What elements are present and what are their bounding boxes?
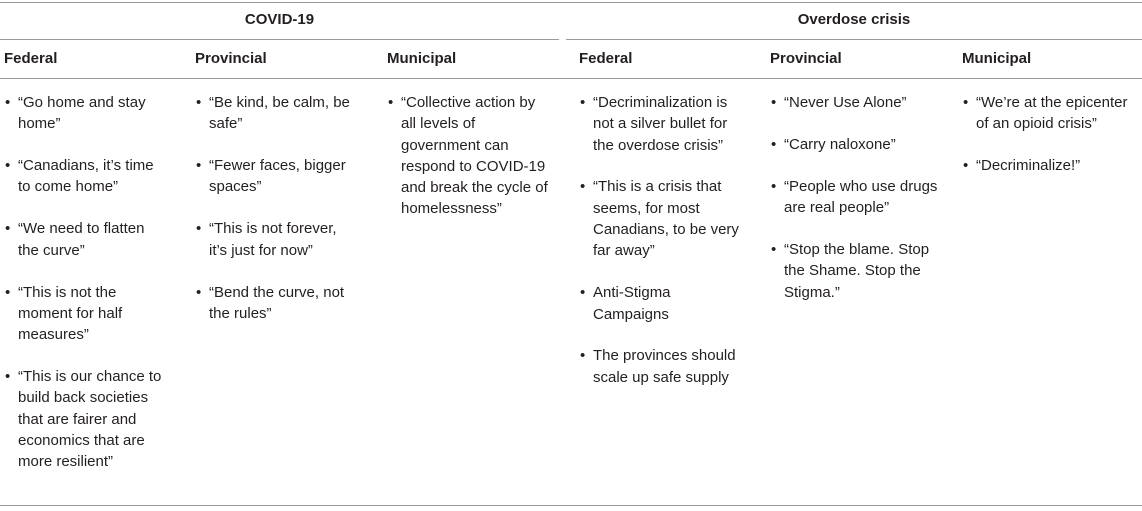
group-title-overdose: Overdose crisis xyxy=(797,11,911,28)
header-covid-provincial: Provincial xyxy=(195,50,267,67)
covid-group-rule xyxy=(0,39,559,40)
list-item: • “Decriminalization is not a silver bullet for the overdose crisis” xyxy=(579,92,743,156)
list-item: • “Bend the curve, not the rules” xyxy=(195,282,355,325)
covid-federal-column xyxy=(4,92,164,493)
list-item: • “This is not forever, it’s just for now” xyxy=(195,218,355,261)
list-item: • The provinces should scale up safe supply xyxy=(579,345,743,388)
table-top-rule xyxy=(0,2,1142,3)
header-covid-federal: Federal xyxy=(4,50,58,67)
covid-municipal-column xyxy=(387,92,551,240)
header-bottom-rule xyxy=(0,78,1142,79)
list-item: • “Be kind, be calm, be safe” xyxy=(195,92,355,135)
list-item: • “Decriminalize!” xyxy=(962,155,1138,176)
list-item: • “Carry naloxone” xyxy=(770,134,938,155)
list-item: • “Stop the blame. Stop the Shame. Stop the Stigma.” xyxy=(770,239,938,303)
overdose-municipal-column xyxy=(962,92,1138,197)
header-overdose-provincial: Provincial xyxy=(770,50,842,67)
list-item: • Anti-Stigma Campaigns xyxy=(579,282,743,325)
overdose-group-rule xyxy=(566,39,1142,40)
list-item: • “This is a crisis that seems, for most Canadians, to be very far away” xyxy=(579,176,743,261)
header-overdose-municipal: Municipal xyxy=(962,50,1032,67)
overdose-federal-column xyxy=(579,92,743,409)
table-bottom-rule xyxy=(0,505,1142,506)
list-item: • “Never Use Alone” xyxy=(770,92,938,113)
list-item: • “People who use drugs are real people” xyxy=(770,176,938,219)
group-title-covid: COVID-19 xyxy=(244,11,315,28)
list-item: • “Canadians, it’s time to come home” xyxy=(4,155,164,198)
header-overdose-federal: Federal xyxy=(579,50,633,67)
list-item: • “Fewer faces, bigger spaces” xyxy=(195,155,355,198)
overdose-provincial-column xyxy=(770,92,938,323)
list-item: • “This is our chance to build back societies that are fairer and economics that are more resilient” xyxy=(4,366,164,472)
list-item: • “We need to flatten the curve” xyxy=(4,218,164,261)
list-item: • “We’re at the epicenter of an opioid crisis” xyxy=(962,92,1138,135)
list-item: • “Go home and stay home” xyxy=(4,92,164,135)
list-item: • “Collective action by all levels of government can respond to COVID-19 and break the cycle of homelessness” xyxy=(387,92,551,220)
header-covid-municipal: Municipal xyxy=(387,50,457,67)
list-item: • “This is not the moment for half measures” xyxy=(4,282,164,346)
covid-provincial-column xyxy=(195,92,355,345)
